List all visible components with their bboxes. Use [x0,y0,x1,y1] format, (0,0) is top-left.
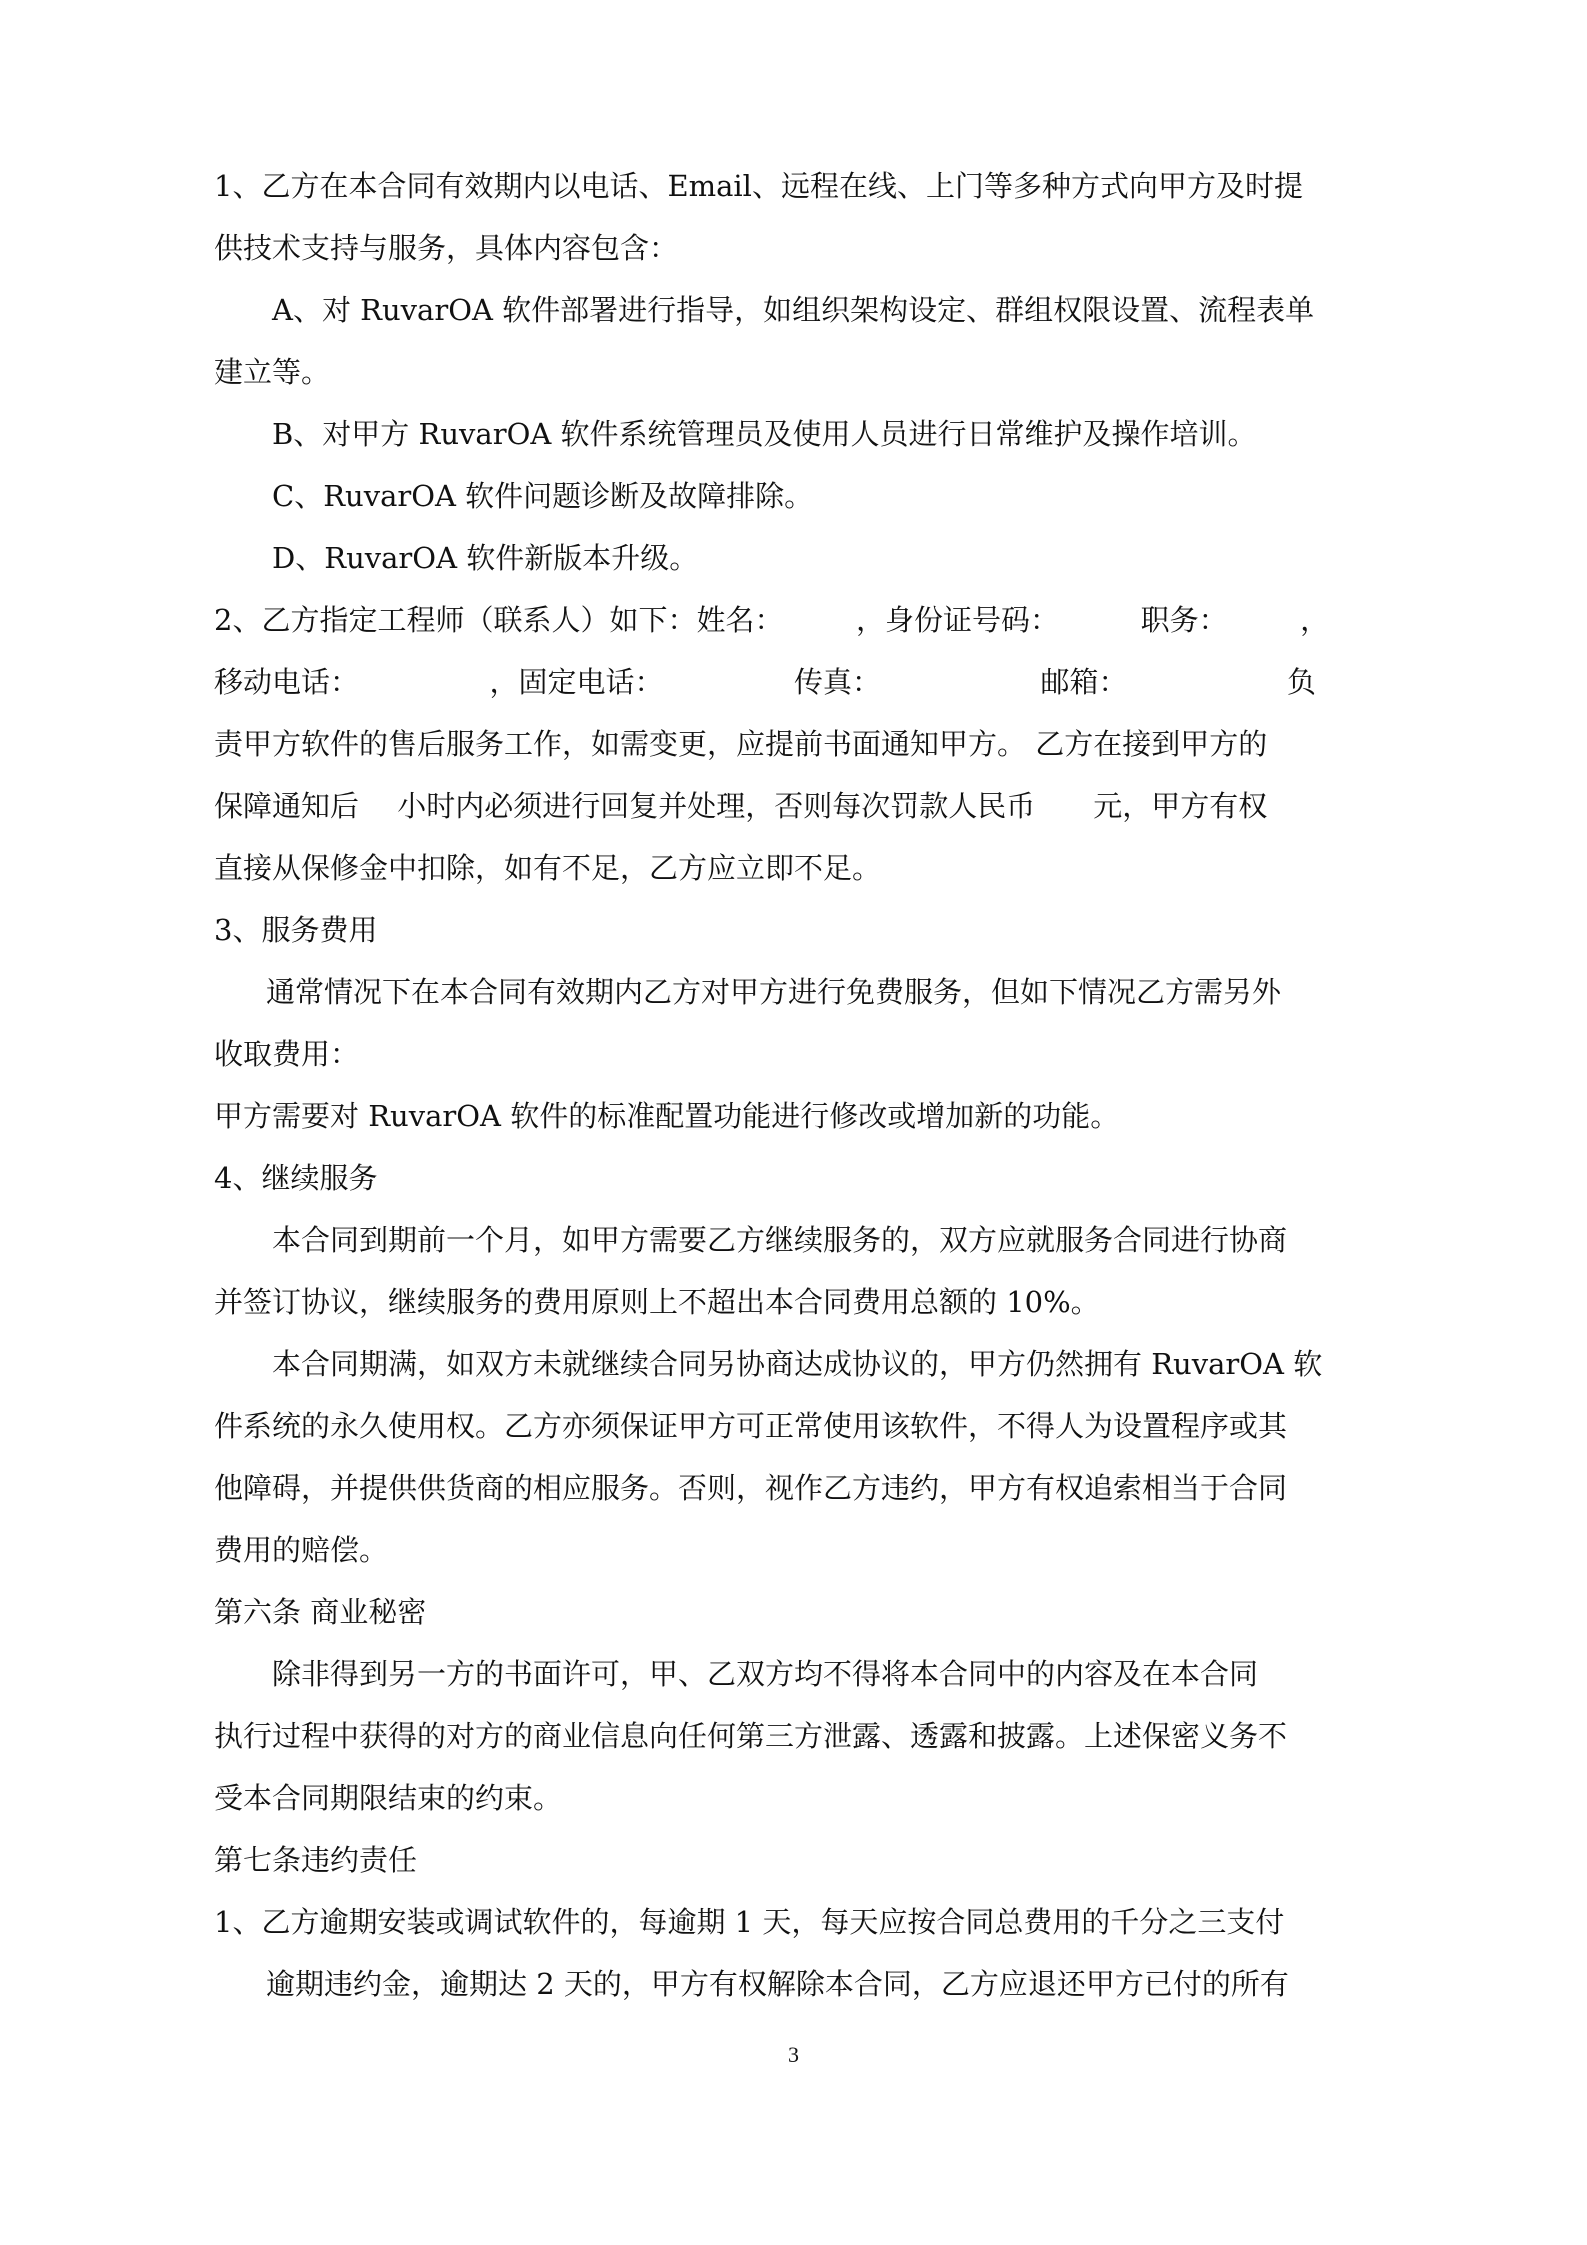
article-heading: 第六条 商业秘密 [214,1595,427,1629]
text-line: 1、乙方逾期安装或调试软件的，每逾期 1 天，每天应按合同总费用的千分之三支付 [214,1905,1285,1939]
text-line: 收取费用： [214,1037,360,1071]
text-line: 责甲方软件的售后服务工作，如需变更，应提前书面通知甲方。 乙方在接到甲方的 [214,727,1268,761]
text-line: 甲方需要对 RuvarOA 软件的标准配置功能进行修改或增加新的功能。 [214,1099,1120,1133]
text-line: 件系统的永久使用权。乙方亦须保证甲方可正常使用该软件，不得人为设置程序或其 [214,1409,1288,1443]
contract-body [214,155,1394,2015]
text-line: 2、乙方指定工程师（联系人）如下：姓名： ，身份证号码： 职务： ， [214,603,1330,637]
section-heading: 3、服务费用 [214,913,378,947]
text-line: 受本合同期限结束的约束。 [214,1781,563,1815]
article-heading: 第七条违约责任 [214,1843,418,1877]
text-line: 费用的赔偿。 [214,1533,389,1567]
page-number: 3 [788,2042,799,2067]
text-line: C、RuvarOA 软件问题诊断及故障排除。 [272,479,814,513]
text-line: 本合同期满，如双方未就继续合同另协商达成协议的，甲方仍然拥有 RuvarOA 软 [272,1347,1323,1381]
text-line: A、对 RuvarOA 软件部署进行指导，如组织架构设定、群组权限设置、流程表单 [272,293,1315,327]
text-line: 保障通知后 小时内必须进行回复并处理，否则每次罚款人民币 元，甲方有权 [214,789,1268,823]
text-line: 移动电话： ，固定电话： 传真： 邮箱： 负 [214,665,1317,699]
text-line: 本合同到期前一个月，如甲方需要乙方继续服务的，双方应就服务合同进行协商 [272,1223,1288,1257]
text-line: B、对甲方 RuvarOA 软件系统管理员及使用人员进行日常维护及操作培训。 [272,417,1257,451]
text-line: D、RuvarOA 软件新版本升级。 [272,541,699,575]
text-line: 1、乙方在本合同有效期内以电话、Email、远程在线、上门等多种方式向甲方及时提 [214,169,1303,203]
text-line: 他障碍，并提供供货商的相应服务。否则，视作乙方违约，甲方有权追索相当于合同 [214,1471,1288,1505]
text-line: 执行过程中获得的对方的商业信息向任何第三方泄露、透露和披露。上述保密义务不 [214,1719,1288,1753]
text-line: 通常情况下在本合同有效期内乙方对甲方进行免费服务，但如下情况乙方需另外 [266,975,1282,1009]
section-heading: 4、继续服务 [214,1161,378,1195]
text-line: 建立等。 [214,355,331,389]
text-line: 直接从保修金中扣除，如有不足，乙方应立即不足。 [214,851,882,885]
text-line: 并签订协议，继续服务的费用原则上不超出本合同费用总额的 10%。 [214,1285,1100,1319]
text-line: 供技术支持与服务，具体内容包含： [214,231,679,265]
text-line: 除非得到另一方的书面许可，甲、乙双方均不得将本合同中的内容及在本合同 [272,1657,1259,1691]
text-line: 逾期违约金，逾期达 2 天的，甲方有权解除本合同，乙方应退还甲方已付的所有 [266,1967,1289,2001]
